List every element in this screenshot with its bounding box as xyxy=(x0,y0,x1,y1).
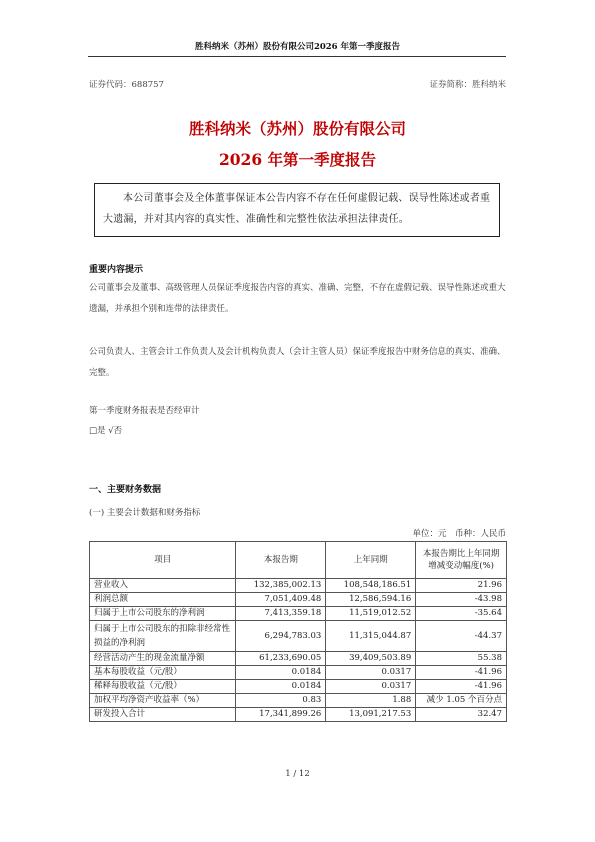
row-item: 基本每股收益（元/股） xyxy=(90,666,236,680)
audit-answer: □是 √否 xyxy=(89,426,123,436)
running-header: 胜科纳米（苏州）股份有限公司2026 年第一季度报告 xyxy=(194,42,401,52)
row-item: 研发投入合计 xyxy=(90,708,236,722)
row-current: 6,294,783.03 xyxy=(236,621,326,652)
row-prior: 12,586,594.16 xyxy=(326,593,416,607)
table-row xyxy=(90,579,507,593)
row-item: 归属于上市公司股东的净利润 xyxy=(90,607,236,621)
table-header-row xyxy=(90,542,507,579)
row-prior: 108,548,186.51 xyxy=(326,579,416,593)
financial-data-table xyxy=(89,541,507,722)
table-row xyxy=(90,621,507,652)
unit-currency: 单位：元 币种：人民币 xyxy=(412,529,506,539)
header-divider xyxy=(88,56,506,57)
header-change: 本报告期比上年同期增减变动幅度(%) xyxy=(416,542,507,579)
table-row xyxy=(90,593,507,607)
row-prior: 0.0317 xyxy=(326,666,416,680)
row-change: -41.96 xyxy=(416,666,507,680)
row-current: 61,233,690.05 xyxy=(236,652,326,666)
row-current: 0.0184 xyxy=(236,666,326,680)
section-heading: 一、主要财务数据 xyxy=(89,485,162,495)
row-change: -41.96 xyxy=(416,680,507,694)
row-change: 55.38 xyxy=(416,652,507,666)
header-prior: 上年同期 xyxy=(326,542,416,579)
row-item: 归属于上市公司股东的扣除非经常性损益的净利润 xyxy=(90,621,236,652)
row-item: 营业收入 xyxy=(90,579,236,593)
important-para-1: 公司董事会及董事、高级管理人员保证季度报告内容的真实、准确、完整，不存在虚假记载、误导性陈述或重大遗漏，并承担个别和连带的法律责任。 xyxy=(89,283,506,314)
board-notice-box xyxy=(94,183,500,237)
header-item: 项目 xyxy=(90,542,236,579)
row-current: 7,051,409.48 xyxy=(236,593,326,607)
row-prior: 1.88 xyxy=(326,694,416,708)
row-change: -43.98 xyxy=(416,593,507,607)
important-para-2: 公司负责人、主管会计工作负责人及会计机构负责人（会计主管人员）保证季度报告中财务信息的真实、准确、完整。 xyxy=(89,347,506,378)
row-prior: 13,091,217.53 xyxy=(326,708,416,722)
row-change: 21.96 xyxy=(416,579,507,593)
row-item: 稀释每股收益（元/股） xyxy=(90,680,236,694)
row-change: -44.37 xyxy=(416,621,507,652)
row-change: -35.64 xyxy=(416,607,507,621)
table-row xyxy=(90,607,507,621)
report-title: 2026 年第一季度报告 xyxy=(218,150,377,169)
table-row xyxy=(90,666,507,680)
table-row xyxy=(90,694,507,708)
row-change: 减少 1.05 个百分点 xyxy=(416,694,507,708)
row-prior: 11,315,044.87 xyxy=(326,621,416,652)
row-item: 加权平均净资产收益率（%） xyxy=(90,694,236,708)
subsection-heading: (一) 主要会计数据和财务指标 xyxy=(89,508,201,518)
company-title: 胜科纳米（苏州）股份有限公司 xyxy=(188,119,406,138)
board-notice-text: 本公司董事会及全体董事保证本公告内容不存在任何虚假记载、误导性陈述或者重大遗漏，并对其内容的真实性、准确性和完整性依法承担法律责任。 xyxy=(103,193,491,225)
row-current: 132,385,002.13 xyxy=(236,579,326,593)
audit-question: 第一季度财务报表是否经审计 xyxy=(89,406,200,416)
stock-code: 证券代码：688757 xyxy=(89,80,164,90)
table-row xyxy=(90,652,507,666)
table-row xyxy=(90,680,507,694)
row-item: 经营活动产生的现金流量净额 xyxy=(90,652,236,666)
row-current: 0.83 xyxy=(236,694,326,708)
row-change: 32.47 xyxy=(416,708,507,722)
header-current: 本报告期 xyxy=(236,542,326,579)
row-item: 利润总额 xyxy=(90,593,236,607)
row-current: 0.0184 xyxy=(236,680,326,694)
row-current: 7,413,359.18 xyxy=(236,607,326,621)
row-prior: 39,409,503.89 xyxy=(326,652,416,666)
row-current: 17,341,899.26 xyxy=(236,708,326,722)
stock-name: 证券简称：胜科纳米 xyxy=(429,80,506,90)
row-prior: 0.0317 xyxy=(326,680,416,694)
row-prior: 11,519,012.52 xyxy=(326,607,416,621)
important-heading: 重要内容提示 xyxy=(89,265,144,275)
page-number: 1 / 12 xyxy=(285,769,310,779)
table-row xyxy=(90,708,507,722)
